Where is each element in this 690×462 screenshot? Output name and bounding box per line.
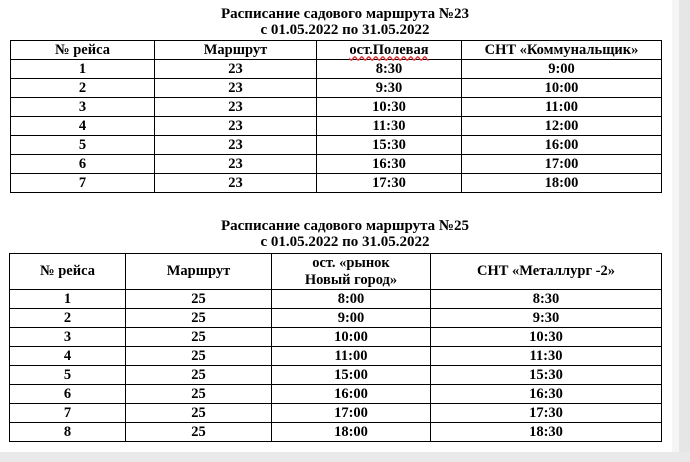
trip-number-cell: 1 xyxy=(11,60,155,79)
schedule-23-table xyxy=(10,40,662,193)
header-stop-label: ост.Полевая xyxy=(349,41,429,58)
departure-time-cell: 10:00 xyxy=(272,328,431,347)
arrival-time-cell: 11:00 xyxy=(462,98,662,117)
departure-time-cell: 9:30 xyxy=(317,79,462,98)
table-row xyxy=(10,423,662,442)
route-cell: 25 xyxy=(126,366,272,385)
departure-time-cell: 8:00 xyxy=(272,290,431,309)
departure-time-cell: 16:30 xyxy=(317,155,462,174)
header-stop xyxy=(317,41,462,60)
trip-number-cell: 1 xyxy=(10,290,126,309)
departure-time-cell: 18:00 xyxy=(272,423,431,442)
arrival-time-cell: 9:30 xyxy=(431,309,662,328)
arrival-time-cell: 15:30 xyxy=(431,366,662,385)
scan-edge xyxy=(679,0,690,462)
header-route: Маршрут xyxy=(155,41,317,60)
table-row xyxy=(10,385,662,404)
arrival-time-cell: 8:30 xyxy=(431,290,662,309)
arrival-time-cell: 17:30 xyxy=(431,404,662,423)
arrival-time-cell: 18:30 xyxy=(431,423,662,442)
departure-time-cell: 8:30 xyxy=(317,60,462,79)
table-row xyxy=(11,79,662,98)
trip-number-cell: 6 xyxy=(11,155,155,174)
trip-number-cell: 8 xyxy=(10,423,126,442)
table-row xyxy=(11,155,662,174)
arrival-time-cell: 9:00 xyxy=(462,60,662,79)
arrival-time-cell: 18:00 xyxy=(462,174,662,193)
route-cell: 23 xyxy=(155,155,317,174)
arrival-time-cell: 12:00 xyxy=(462,117,662,136)
arrival-time-cell: 10:30 xyxy=(431,328,662,347)
header-stop xyxy=(272,254,431,290)
header-destination: СНТ «Коммунальщик» xyxy=(462,41,662,60)
schedule-25-period: с 01.05.2022 по 31.05.2022 xyxy=(260,234,430,250)
departure-time-cell: 17:00 xyxy=(272,404,431,423)
departure-time-cell: 11:00 xyxy=(272,347,431,366)
header-route: Маршрут xyxy=(126,254,272,290)
arrival-time-cell: 11:30 xyxy=(431,347,662,366)
table-row xyxy=(11,117,662,136)
trip-number-cell: 3 xyxy=(10,328,126,347)
route-cell: 23 xyxy=(155,79,317,98)
arrival-time-cell: 10:00 xyxy=(462,79,662,98)
schedule-23-period: с 01.05.2022 по 31.05.2022 xyxy=(260,22,430,38)
header-destination: СНТ «Металлург -2» xyxy=(431,254,662,290)
header-stop-line1: ост. «рынок xyxy=(312,254,390,271)
trip-number-cell: 4 xyxy=(11,117,155,136)
route-cell: 25 xyxy=(126,347,272,366)
route-cell: 23 xyxy=(155,60,317,79)
trip-number-cell: 2 xyxy=(10,309,126,328)
schedule-23-title: Расписание садового маршрута №23 xyxy=(220,6,470,22)
departure-time-cell: 9:00 xyxy=(272,309,431,328)
table-header-row xyxy=(11,41,662,60)
trip-number-cell: 6 xyxy=(10,385,126,404)
table-row xyxy=(10,328,662,347)
table-row xyxy=(11,136,662,155)
table-row xyxy=(10,366,662,385)
scan-bottom-edge xyxy=(0,452,690,462)
arrival-time-cell: 16:00 xyxy=(462,136,662,155)
trip-number-cell: 7 xyxy=(10,404,126,423)
header-trip-number: № рейса xyxy=(11,41,155,60)
table-row xyxy=(10,290,662,309)
route-cell: 25 xyxy=(126,404,272,423)
departure-time-cell: 15:30 xyxy=(317,136,462,155)
arrival-time-cell: 16:30 xyxy=(431,385,662,404)
route-cell: 25 xyxy=(126,309,272,328)
table-row xyxy=(10,309,662,328)
schedule-25-table xyxy=(9,253,662,442)
trip-number-cell: 5 xyxy=(11,136,155,155)
route-cell: 23 xyxy=(155,136,317,155)
table-row xyxy=(10,404,662,423)
route-cell: 25 xyxy=(126,290,272,309)
trip-number-cell: 7 xyxy=(11,174,155,193)
route-cell: 23 xyxy=(155,98,317,117)
arrival-time-cell: 17:00 xyxy=(462,155,662,174)
scan-edge-shadow xyxy=(672,0,679,462)
departure-time-cell: 17:30 xyxy=(317,174,462,193)
route-cell: 25 xyxy=(126,385,272,404)
trip-number-cell: 5 xyxy=(10,366,126,385)
departure-time-cell: 11:30 xyxy=(317,117,462,136)
route-cell: 23 xyxy=(155,174,317,193)
table-row xyxy=(11,60,662,79)
route-cell: 23 xyxy=(155,117,317,136)
table-header-row xyxy=(10,254,662,290)
schedule-25-title: Расписание садового маршрута №25 xyxy=(220,218,470,234)
table-row xyxy=(10,347,662,366)
trip-number-cell: 2 xyxy=(11,79,155,98)
trip-number-cell: 4 xyxy=(10,347,126,366)
trip-number-cell: 3 xyxy=(11,98,155,117)
route-cell: 25 xyxy=(126,328,272,347)
header-trip-number: № рейса xyxy=(10,254,126,290)
departure-time-cell: 16:00 xyxy=(272,385,431,404)
header-stop-line2: Новый город» xyxy=(304,271,398,288)
table-row xyxy=(11,98,662,117)
departure-time-cell: 10:30 xyxy=(317,98,462,117)
departure-time-cell: 15:00 xyxy=(272,366,431,385)
table-row xyxy=(11,174,662,193)
route-cell: 25 xyxy=(126,423,272,442)
